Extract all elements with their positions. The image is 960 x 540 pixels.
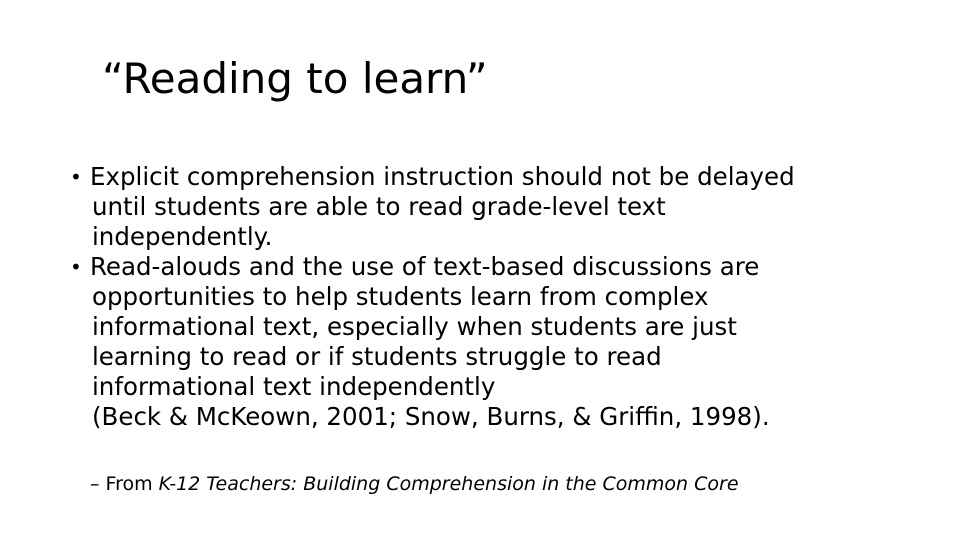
- bullet-icon: •: [70, 255, 82, 279]
- bullet-item-1: [70, 162, 878, 252]
- source-prefix: – From: [90, 473, 153, 495]
- bullet-2-line-6: (Beck & McKeown, 2001; Snow, Burns, & Griffin, 1998).: [92, 402, 770, 431]
- source-citation: [90, 470, 739, 498]
- bullet-2-line-3: informational text, especially when students are just: [92, 312, 737, 341]
- bullet-1-line-1: Explicit comprehension instruction should not be delayed: [90, 162, 795, 191]
- bullet-2-line-1: Read-alouds and the use of text-based discussions are: [90, 252, 760, 281]
- slide-title: “Reading to learn”: [102, 54, 488, 103]
- bullet-1-line-2: until students are able to read grade-level text: [92, 192, 666, 221]
- bullet-icon: •: [70, 165, 82, 189]
- slide-body: [70, 162, 878, 432]
- bullet-1-line-3: independently.: [92, 222, 273, 251]
- bullet-2-line-4: learning to read or if students struggle to read: [92, 342, 662, 371]
- source-work-title: K-12 Teachers: Building Comprehension in the Common Core: [158, 473, 739, 495]
- bullet-item-2: [70, 252, 878, 432]
- bullet-2-line-5: informational text independently: [92, 372, 496, 401]
- bullet-2-line-2: opportunities to help students learn from complex: [92, 282, 709, 311]
